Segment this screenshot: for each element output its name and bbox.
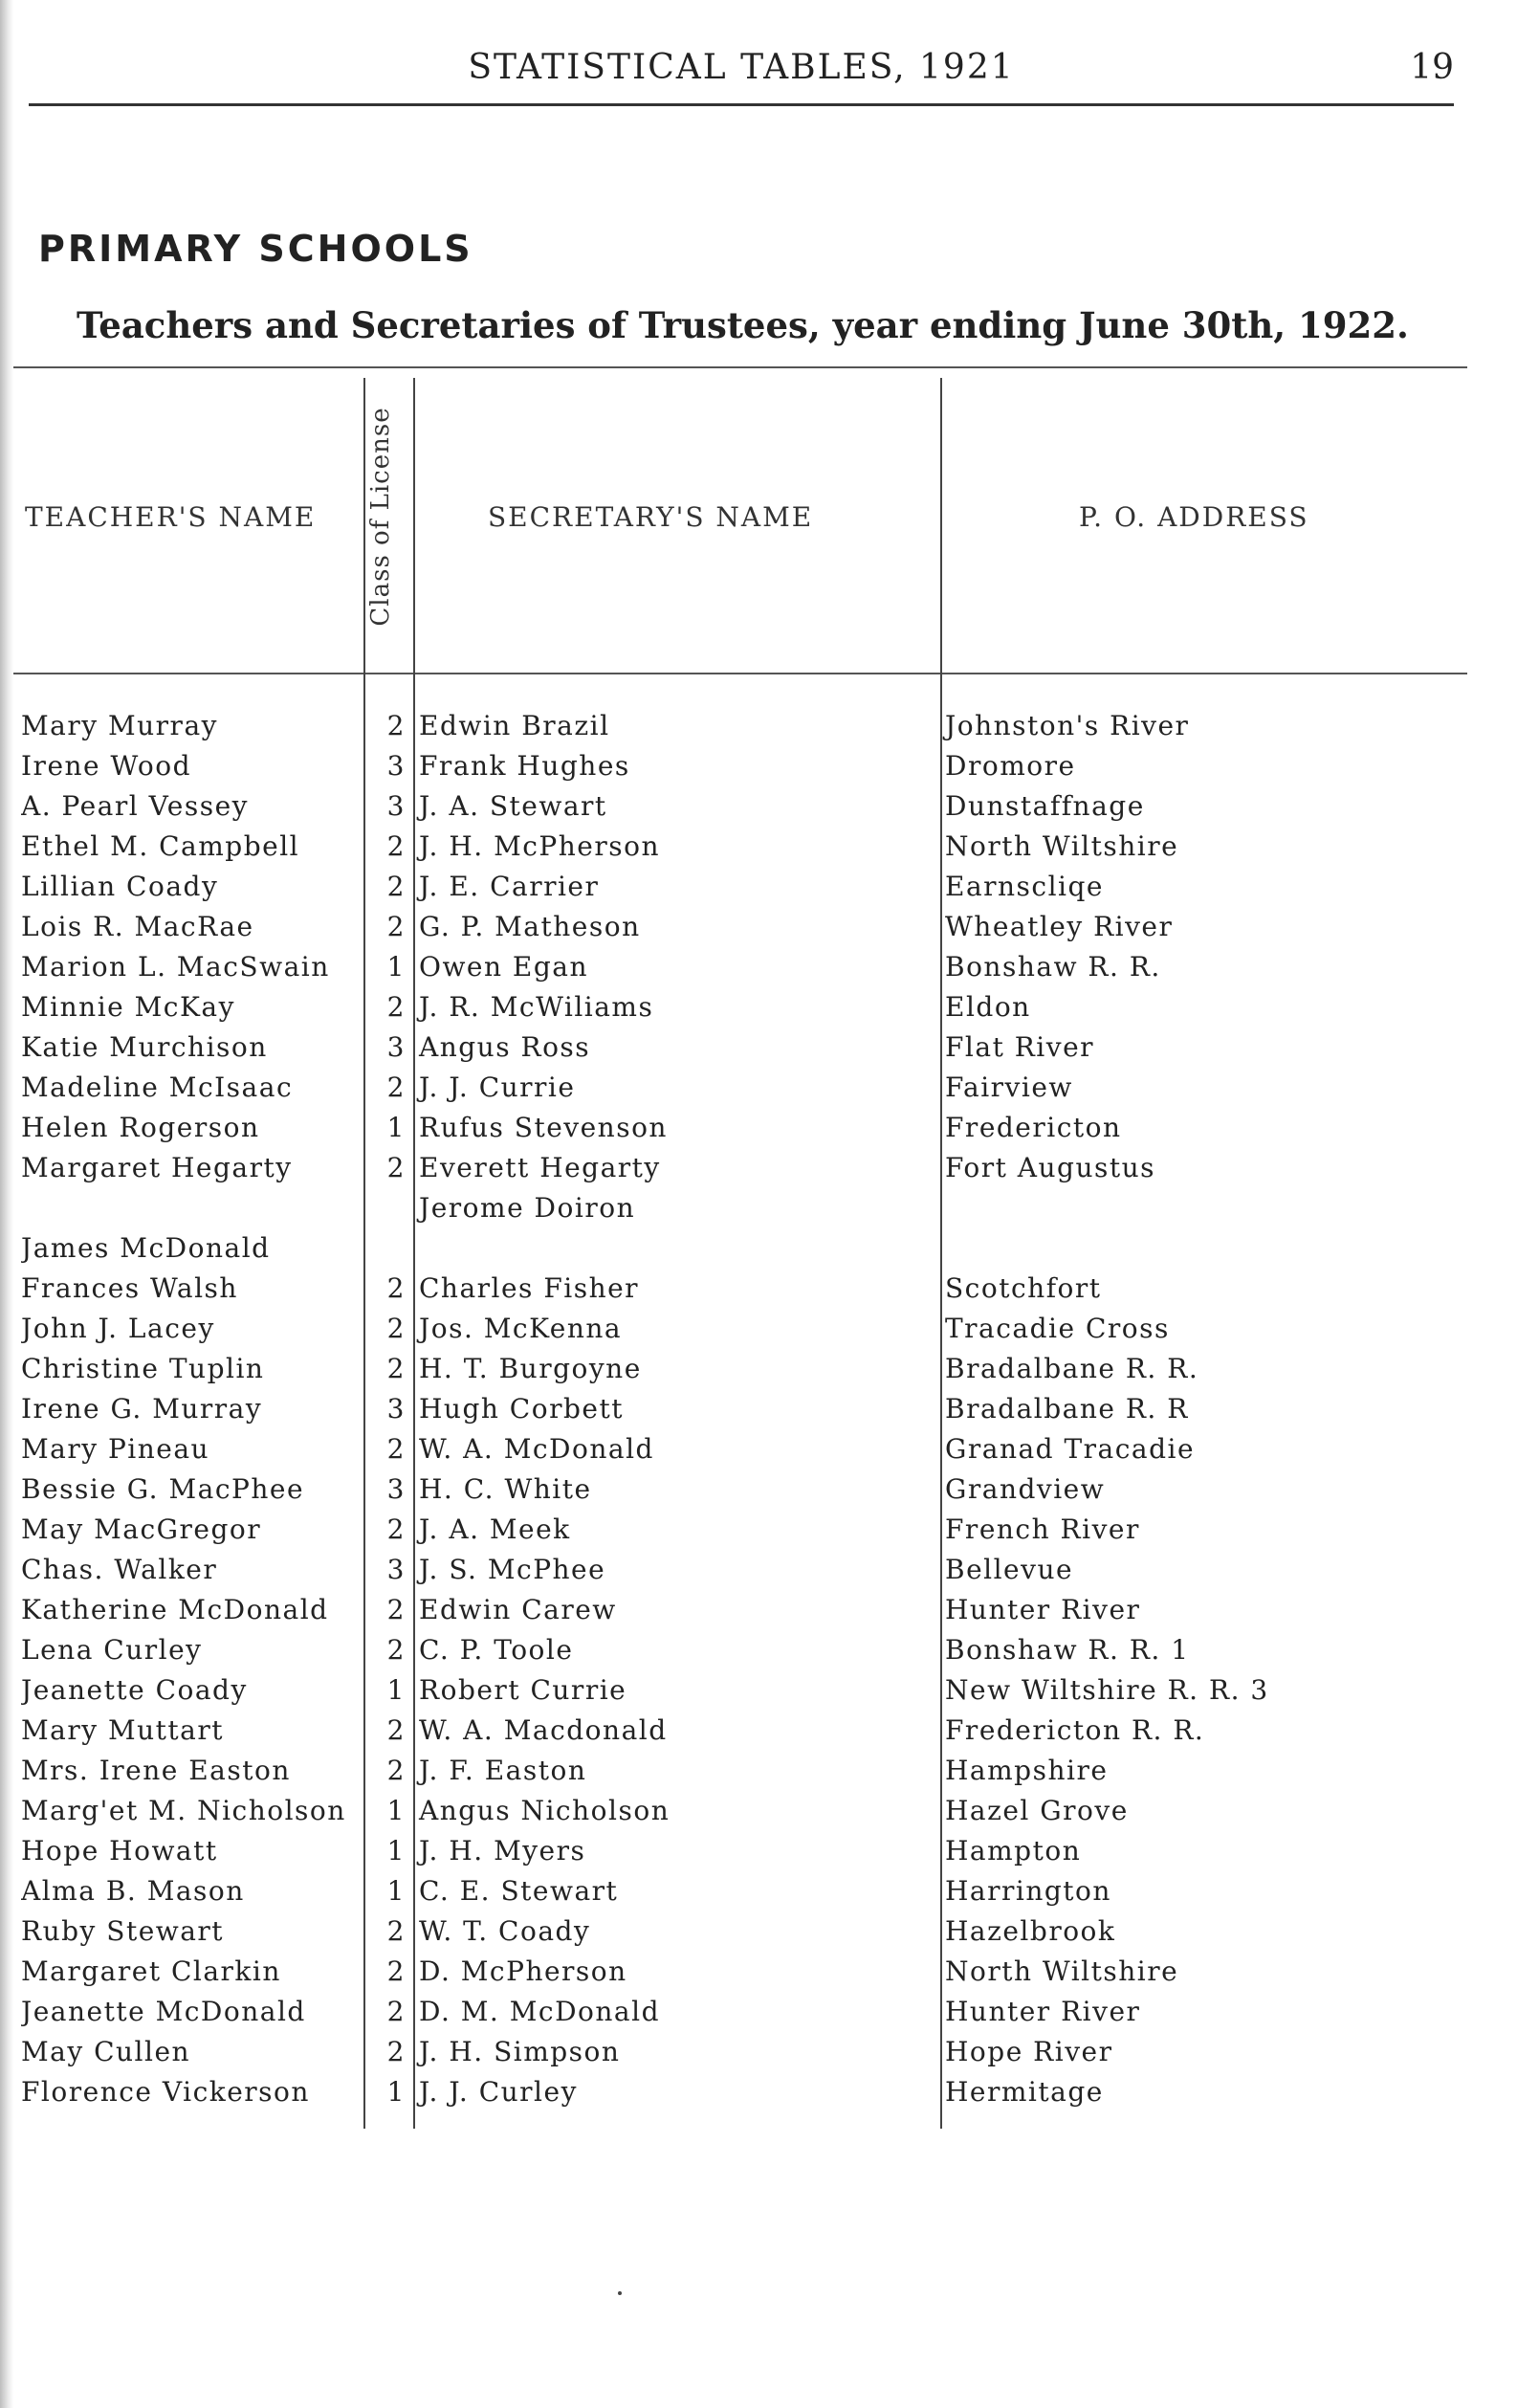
teacher-name: Katie Murchison: [21, 1031, 268, 1063]
page-number: 19: [1410, 48, 1454, 87]
teacher-name: Lena Curley: [21, 1634, 203, 1666]
secretary-name: G. P. Matheson: [419, 911, 641, 942]
teacher-name: Mary Pineau: [21, 1433, 210, 1465]
license-class: 2: [386, 1755, 406, 1786]
table-row: [0, 746, 1517, 786]
teacher-name: Jeanette McDonald: [21, 1996, 306, 2027]
teacher-name: Marion L. MacSwain: [21, 951, 330, 983]
teacher-name: Minnie McKay: [21, 991, 235, 1023]
po-address: Dromore: [945, 750, 1076, 782]
license-class: 2: [386, 1513, 406, 1545]
license-class: 1: [386, 1875, 406, 1907]
license-class: 2: [386, 1152, 406, 1183]
teacher-name: May MacGregor: [21, 1513, 262, 1545]
po-address: Harrington: [945, 1875, 1111, 1907]
table-row: [0, 1510, 1517, 1550]
license-class: 2: [386, 710, 406, 741]
teacher-name: Lillian Coady: [21, 871, 219, 902]
secretary-name: J. H. Simpson: [419, 2036, 621, 2067]
teacher-name: John J. Lacey: [21, 1313, 215, 1344]
teacher-name: Hope Howatt: [21, 1835, 218, 1867]
po-address: Bonshaw R. R.: [945, 951, 1161, 983]
secretary-name: Jerome Doiron: [419, 1192, 636, 1224]
po-address: Hampshire: [945, 1755, 1109, 1786]
po-address: Hampton: [945, 1835, 1082, 1867]
table-row: [0, 1148, 1517, 1188]
license-class: 2: [386, 991, 406, 1023]
po-address: North Wiltshire: [945, 830, 1179, 862]
table-row: [0, 786, 1517, 827]
table-subtitle: Teachers and Secretaries of Trustees, year ending June 30th, 1922.: [77, 304, 1409, 346]
po-address: French River: [945, 1513, 1140, 1545]
po-address: Hermitage: [945, 2076, 1104, 2108]
table-row: [0, 2072, 1517, 2112]
teacher-name: Christine Tuplin: [21, 1353, 265, 1384]
table-row: [0, 1429, 1517, 1469]
table-row: [0, 1992, 1517, 2032]
license-class: 1: [386, 1835, 406, 1867]
license-class: 1: [386, 951, 406, 983]
secretary-name: Edwin Carew: [419, 1594, 617, 1625]
header-bottom-rule: [13, 673, 1467, 674]
address-column-header: P. O. ADDRESS: [1079, 501, 1309, 533]
table-top-rule: [13, 366, 1467, 368]
table-row: [0, 1469, 1517, 1510]
teacher-name: Mary Muttart: [21, 1714, 225, 1746]
license-class: 1: [386, 1112, 406, 1143]
license-class: 2: [386, 1955, 406, 1987]
po-address: Scotchfort: [945, 1272, 1102, 1304]
teacher-name: May Cullen: [21, 2036, 191, 2067]
po-address: Flat River: [945, 1031, 1095, 1063]
secretary-name: Angus Nicholson: [419, 1795, 671, 1826]
table-row: [0, 1952, 1517, 1992]
secretary-name: W. T. Coady: [419, 1915, 591, 1947]
running-head: [29, 46, 1454, 106]
table-row: [0, 867, 1517, 907]
teacher-name: James McDonald: [21, 1232, 271, 1264]
license-class: 2: [386, 1433, 406, 1465]
secretary-name: Edwin Brazil: [419, 710, 610, 741]
po-address: Hunter River: [945, 1996, 1141, 2027]
table-row: [0, 1389, 1517, 1429]
po-address: Bradalbane R. R.: [945, 1353, 1199, 1384]
po-address: Bradalbane R. R: [945, 1393, 1189, 1425]
teacher-name: Frances Walsh: [21, 1272, 238, 1304]
teacher-name: Madeline McIsaac: [21, 1071, 294, 1103]
license-class: 1: [386, 1674, 406, 1706]
license-class: 3: [386, 1031, 406, 1063]
po-address: North Wiltshire: [945, 1955, 1179, 1987]
secretary-name: Charles Fisher: [419, 1272, 640, 1304]
secretary-name: J. H. McPherson: [419, 830, 661, 862]
secretary-name: H. C. White: [419, 1473, 592, 1505]
secretary-name: C. P. Toole: [419, 1634, 574, 1666]
po-address: Fredericton: [945, 1112, 1122, 1143]
secretary-column-header: SECRETARY'S NAME: [488, 501, 814, 533]
po-address: Johnston's River: [945, 710, 1190, 741]
license-class: 2: [386, 871, 406, 902]
license-class: 1: [386, 2076, 406, 2108]
teacher-name: Irene Wood: [21, 750, 192, 782]
teacher-name: Alma B. Mason: [21, 1875, 245, 1907]
secretary-name: Rufus Stevenson: [419, 1112, 668, 1143]
secretary-name: J. J. Currie: [419, 1071, 576, 1103]
table-row: [0, 1911, 1517, 1952]
secretary-name: J. F. Easton: [419, 1755, 587, 1786]
license-class: 2: [386, 2036, 406, 2067]
secretary-name: Everett Hegarty: [419, 1152, 661, 1183]
secretary-name: Robert Currie: [419, 1674, 627, 1706]
po-address: Fort Augustus: [945, 1152, 1156, 1183]
po-address: Fredericton R. R.: [945, 1714, 1205, 1746]
table-row: [0, 1791, 1517, 1831]
secretary-name: J. H. Myers: [419, 1835, 586, 1867]
teacher-name: Ethel M. Campbell: [21, 830, 300, 862]
secretary-name: Hugh Corbett: [419, 1393, 624, 1425]
po-address: New Wiltshire R. R. 3: [945, 1674, 1269, 1706]
po-address: Eldon: [945, 991, 1031, 1023]
license-class: 2: [386, 1996, 406, 2027]
secretary-name: Frank Hughes: [419, 750, 630, 782]
po-address: Wheatley River: [945, 911, 1174, 942]
license-class: 2: [386, 1353, 406, 1384]
license-class: 2: [386, 1313, 406, 1344]
teacher-name: Irene G. Murray: [21, 1393, 263, 1425]
table-row: [0, 2032, 1517, 2072]
secretary-name: J. A. Meek: [419, 1513, 571, 1545]
secretary-name: J. A. Stewart: [419, 790, 607, 822]
po-address: Hazelbrook: [945, 1915, 1116, 1947]
table-row: [0, 1550, 1517, 1590]
license-class: 2: [386, 1272, 406, 1304]
secretary-name: Angus Ross: [419, 1031, 591, 1063]
secretary-name: H. T. Burgoyne: [419, 1353, 642, 1384]
po-address: Earnscliqe: [945, 871, 1105, 902]
secretary-name: Jos. McKenna: [419, 1313, 623, 1344]
teacher-name: A. Pearl Vessey: [21, 790, 249, 822]
po-address: Hope River: [945, 2036, 1113, 2067]
teacher-name: Chas. Walker: [21, 1554, 218, 1585]
po-address: Bonshaw R. R. 1: [945, 1634, 1190, 1666]
table-row: [0, 1711, 1517, 1751]
teacher-name: Margaret Clarkin: [21, 1955, 281, 1987]
table-row: [0, 1751, 1517, 1791]
teacher-name: Lois R. MacRae: [21, 911, 254, 942]
po-address: Tracadie Cross: [945, 1313, 1170, 1344]
license-class: 2: [386, 1634, 406, 1666]
secretary-name: W. A. Macdonald: [419, 1714, 668, 1746]
table-row: [0, 706, 1517, 746]
secretary-name: D. McPherson: [419, 1955, 627, 1987]
table-row: [0, 1027, 1517, 1068]
table-row: [0, 1269, 1517, 1309]
license-class: 2: [386, 830, 406, 862]
license-class: 1: [386, 1795, 406, 1826]
secretary-name: C. E. Stewart: [419, 1875, 619, 1907]
license-class: 2: [386, 1915, 406, 1947]
table-row: [0, 1831, 1517, 1871]
table-row: [0, 1188, 1517, 1228]
table-row: [0, 1228, 1517, 1269]
table-row: [0, 1068, 1517, 1108]
po-address: Hunter River: [945, 1594, 1141, 1625]
teacher-name: Margaret Hegarty: [21, 1152, 293, 1183]
secretary-name: Owen Egan: [419, 951, 589, 983]
license-class: 2: [386, 1071, 406, 1103]
table-row: [0, 1630, 1517, 1670]
table-row: [0, 827, 1517, 867]
secretary-name: J. E. Carrier: [419, 871, 600, 902]
table-row: [0, 947, 1517, 987]
secretary-name: J. S. McPhee: [419, 1554, 606, 1585]
table-row: [0, 1349, 1517, 1389]
po-address: Bellevue: [945, 1554, 1074, 1585]
table-row: [0, 1871, 1517, 1911]
secretary-name: W. A. McDonald: [419, 1433, 654, 1465]
teacher-name: Jeanette Coady: [21, 1674, 248, 1706]
license-column-header-text: Class of License: [366, 407, 395, 627]
secretary-name: J. J. Curley: [419, 2076, 578, 2108]
teacher-name: Bessie G. MacPhee: [21, 1473, 305, 1505]
table-row: [0, 907, 1517, 947]
teacher-name: Katherine McDonald: [21, 1594, 329, 1625]
teacher-name: Helen Rogerson: [21, 1112, 260, 1143]
license-class: 3: [386, 790, 406, 822]
teacher-column-header: TEACHER'S NAME: [25, 501, 317, 533]
secretary-name: J. R. McWiliams: [419, 991, 654, 1023]
license-class: 3: [386, 1473, 406, 1505]
license-class: 3: [386, 1393, 406, 1425]
po-address: Grandview: [945, 1473, 1106, 1505]
po-address: Granad Tracadie: [945, 1433, 1196, 1465]
license-class: 3: [386, 1554, 406, 1585]
stray-print-mark: [618, 2291, 622, 2295]
table-row: [0, 987, 1517, 1027]
teacher-name: Ruby Stewart: [21, 1915, 225, 1947]
po-address: Hazel Grove: [945, 1795, 1129, 1826]
license-column-header: [356, 387, 406, 646]
po-address: Dunstaffnage: [945, 790, 1145, 822]
table-row: [0, 1108, 1517, 1148]
teacher-name: Mrs. Irene Easton: [21, 1755, 291, 1786]
teacher-name: Florence Vickerson: [21, 2076, 310, 2108]
table-row: [0, 1590, 1517, 1630]
teacher-name: Mary Murray: [21, 710, 218, 741]
license-class: 2: [386, 911, 406, 942]
table-row: [0, 1309, 1517, 1349]
license-class: 2: [386, 1594, 406, 1625]
teacher-name: Marg'et M. Nicholson: [21, 1795, 346, 1826]
license-class: 2: [386, 1714, 406, 1746]
running-title: STATISTICAL TABLES, 1921: [468, 48, 1015, 87]
po-address: Fairview: [945, 1071, 1073, 1103]
secretary-name: D. M. McDonald: [419, 1996, 660, 2027]
table-row: [0, 1670, 1517, 1711]
license-class: 3: [386, 750, 406, 782]
section-title: PRIMARY SCHOOLS: [38, 228, 473, 270]
